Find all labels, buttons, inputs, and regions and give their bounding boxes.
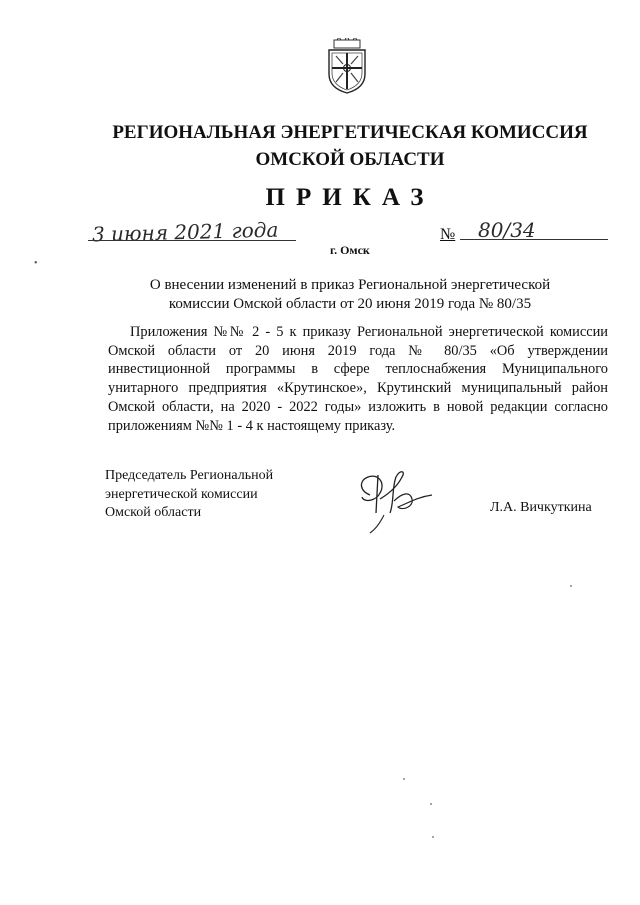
scan-dot bbox=[430, 803, 432, 805]
date-underline bbox=[88, 240, 296, 241]
signatory-name: Л.А. Вичкуткина bbox=[490, 500, 592, 515]
scan-dot bbox=[432, 836, 434, 838]
scan-dot bbox=[403, 778, 405, 780]
signature-icon bbox=[350, 463, 440, 535]
coat-of-arms-icon bbox=[326, 38, 368, 94]
handwritten-order-number: 80/34 bbox=[478, 218, 536, 242]
handwritten-date: 3 июня 2021 года bbox=[91, 217, 279, 247]
order-body: Приложения №№ 2 - 5 к приказу Региональной энергетической комиссии Омской области от 20 июня 2019 года № 80/35 «Об утверждении инвестиционной программы в сфере теплоснабжения Муниципального унитарного предприятия «Крутинское», Крутинский муниципальный район Омской области, на 2020 - 2022 годы» изложить в новой редакции согласно приложениям №№ 1 - 4 к настоящему приказу. bbox=[108, 324, 608, 434]
number-underline bbox=[460, 239, 608, 240]
number-sign: № bbox=[440, 226, 456, 243]
scan-artifact-mark: • bbox=[34, 258, 38, 269]
scan-dot bbox=[570, 585, 572, 587]
signatory-position: Председатель Региональной энергетической комиссии Омской области bbox=[105, 468, 274, 520]
organization-name-line2: ОМСКОЙ ОБЛАСТИ bbox=[255, 149, 445, 170]
document-title: ПРИКАЗ bbox=[265, 184, 435, 211]
city-label: г. Омск bbox=[330, 243, 370, 257]
organization-name-line1: РЕГИОНАЛЬНАЯ ЭНЕРГЕТИЧЕСКАЯ КОМИССИЯ bbox=[112, 122, 588, 143]
order-subject: О внесении изменений в приказ Региональной энергетической комиссии Омской области от 20 июня 2019 года № 80/35 bbox=[149, 277, 551, 312]
